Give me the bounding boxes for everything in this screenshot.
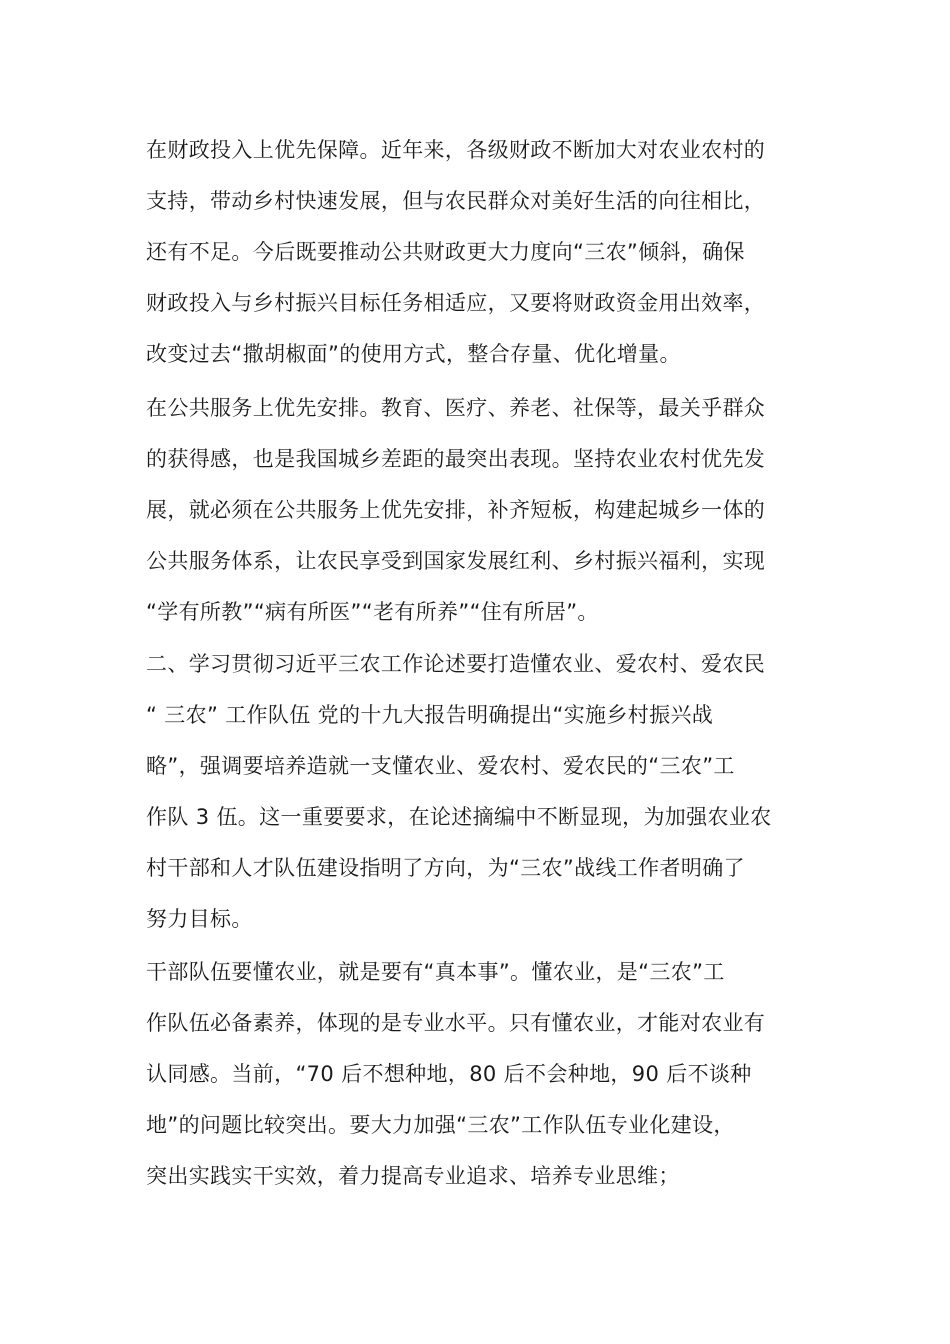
text-line: 还有不足。今后既要推动公共财政更大力度向“三农”倾斜，确保 <box>146 240 745 264</box>
text-line: 展，就必须在公共服务上优先安排，补齐短板，构建起城乡一体的 <box>146 498 766 522</box>
text-line: 认同感。当前，“70 后不想种地，80 后不会种地，90 后不谈种 <box>146 1062 752 1086</box>
text-line: 努力目标。 <box>146 907 253 931</box>
text-line: “ 三农” 工作队伍 党的十九大报告明确提出“实施乡村振兴战 <box>146 703 714 727</box>
paragraph-fiscal-investment <box>146 125 816 380</box>
text-line: 作队伍必备素养，体现的是专业水平。只有懂农业，才能对农业有 <box>146 1011 766 1035</box>
text-line: 财政投入与乡村振兴目标任务相适应，又要将财政资金用出效率， <box>146 291 766 315</box>
text-line: 略”，强调要培养造就一支懂农业、爱农村、爱农民的“三农”工 <box>146 754 735 778</box>
text-line: 在财政投入上优先保障。近年来，各级财政不断加大对农业农村的 <box>146 138 766 162</box>
text-line: 干部队伍要懂农业，就是要有“真本事”。懂农业，是“三农”工 <box>146 960 725 984</box>
paragraph-section-two <box>146 639 816 945</box>
text-line: “学有所教”“病有所医”“老有所养”“住有所居”。 <box>146 600 599 624</box>
text-line: 改变过去“撒胡椒面”的使用方式，整合存量、优化增量。 <box>146 342 681 366</box>
text-line: 支持，带动乡村快速发展，但与农民群众对美好生活的向往相比， <box>146 189 766 213</box>
text-line: 作队 3 伍。这一重要要求，在论述摘编中不断显现，为加强农业农 <box>146 805 772 829</box>
text-line: 村干部和人才队伍建设指明了方向，为“三农”战线工作者明确了 <box>146 856 745 880</box>
text-line: 在公共服务上优先安排。教育、医疗、养老、社保等，最关乎群众 <box>146 396 766 420</box>
text-line: 公共服务体系，让农民享受到国家发展红利、乡村振兴福利，实现 <box>146 549 766 573</box>
paragraph-understand-agriculture <box>146 947 816 1202</box>
section-heading-line: 二、学习贯彻习近平三农工作论述要打造懂农业、爱农村、爱农民 <box>146 652 766 676</box>
paragraph-public-services <box>146 383 816 638</box>
text-line: 突出实践实干实效，着力提高专业追求、培养专业思维； <box>146 1164 680 1188</box>
text-line: 的获得感，也是我国城乡差距的最突出表现。坚持农业农村优先发 <box>146 447 766 471</box>
text-line: 地”的问题比较突出。要大力加强“三农”工作队伍专业化建设， <box>146 1113 735 1137</box>
